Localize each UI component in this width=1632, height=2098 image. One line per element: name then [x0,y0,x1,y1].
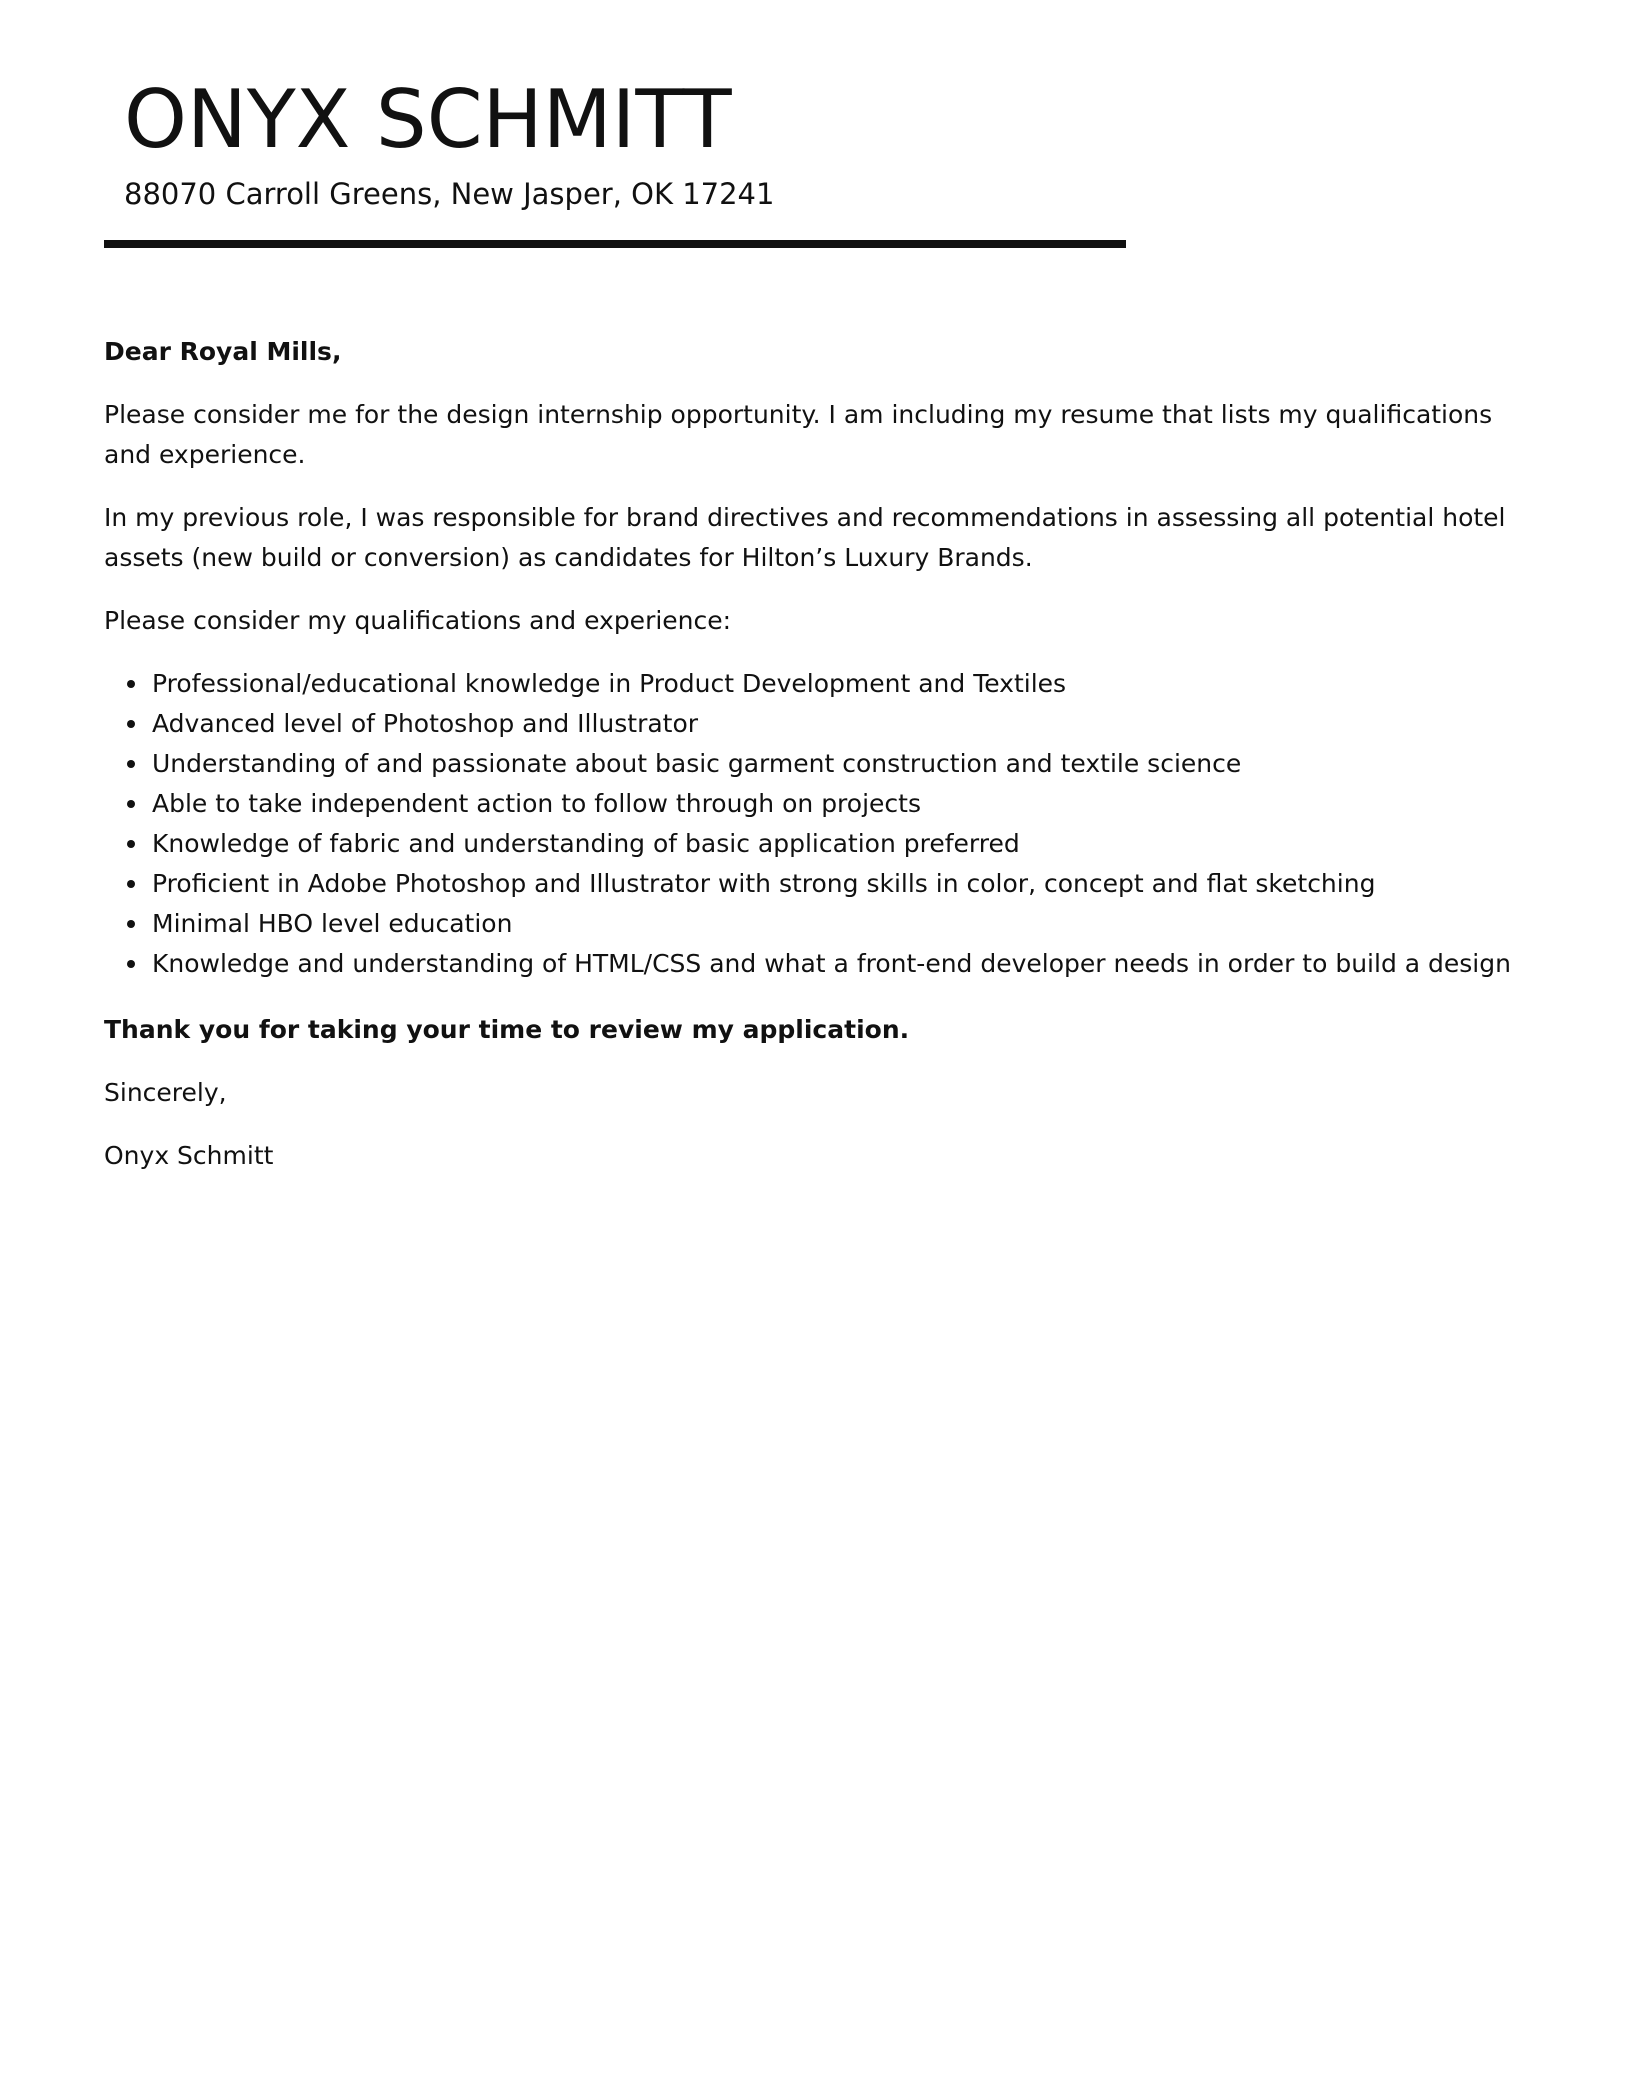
list-item [152,864,1524,904]
list-item [152,904,1524,944]
list-item [152,944,1524,984]
paragraph-previous-role: In my previous role, I was responsible for brand directives and recommendations in assessing all potential hotel assets (new build or conversion) as candidates for Hilton’s Luxury Brands. [104,503,1506,572]
valediction: Sincerely, [104,1078,227,1107]
list-item-text: Advanced level of Photoshop and Illustrator [152,709,699,738]
signature-name: Onyx Schmitt [104,1141,274,1170]
list-item [152,664,1524,704]
list-item [152,744,1524,784]
bullet-icon [127,960,135,968]
list-item [152,824,1524,864]
paragraph-qualifications-lead: Please consider my qualifications and experience: [104,606,732,635]
bullet-icon [127,760,135,768]
paragraph-intro: Please consider me for the design internship opportunity. I am including my resume that lists my qualifications and experience. [104,400,1493,469]
list-item-text: Able to take independent action to follow through on projects [152,789,921,818]
bullet-icon [127,880,135,888]
bullet-icon [127,720,135,728]
header-divider [104,240,1126,248]
list-item-text: Knowledge of fabric and understanding of basic application preferred [152,829,1020,858]
thank-you-line: Thank you for taking your time to review my application. [104,1015,910,1044]
bullet-icon [127,680,135,688]
applicant-name: ONYX SCHMITT [124,73,732,166]
list-item [152,704,1524,744]
list-item-text: Understanding of and passionate about basic garment construction and textile science [152,749,1242,778]
greeting: Dear Royal Mills, [104,337,342,366]
letter-body [104,332,1524,1199]
applicant-address: 88070 Carroll Greens, New Jasper, OK 17241 [124,177,775,211]
letter-header [124,74,1124,214]
list-item-text: Proficient in Adobe Photoshop and Illustrator with strong skills in color, concept and flat sketching [152,869,1376,898]
bullet-icon [127,840,135,848]
qualifications-list [104,664,1524,984]
bullet-icon [127,920,135,928]
list-item-text: Knowledge and understanding of HTML/CSS and what a front-end developer needs in order to build a design [152,949,1511,978]
list-item-text: Minimal HBO level education [152,909,513,938]
list-item-text: Professional/educational knowledge in Product Development and Textiles [152,669,1067,698]
bullet-icon [127,800,135,808]
list-item [152,784,1524,824]
